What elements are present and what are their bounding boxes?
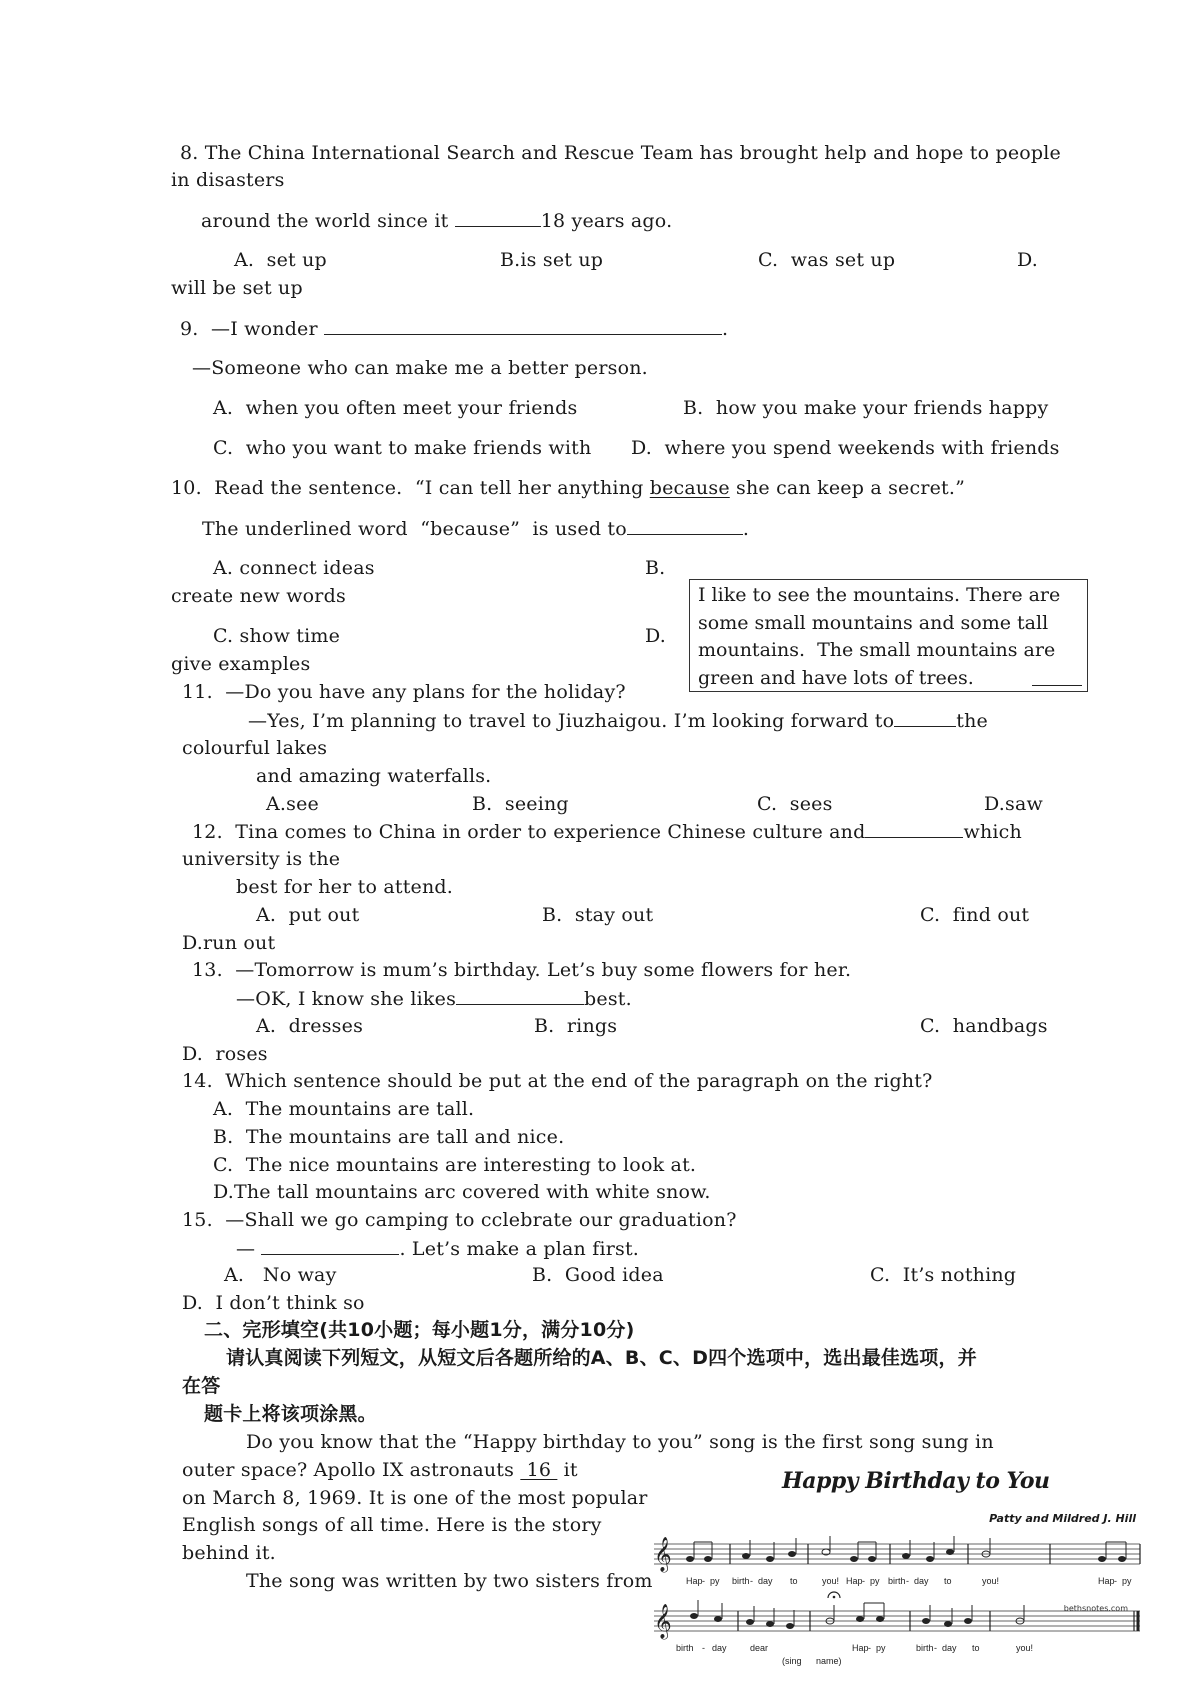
blank[interactable] — [455, 208, 541, 227]
lyric-syllable: - — [934, 1643, 937, 1653]
q10-line2: The underlined word “because” is used to . — [202, 518, 750, 540]
section-instructions: 请认真阅读下列短文，从短文后各题所给的A、B、C、D四个选项中，选出最佳选项，并 — [226, 1347, 977, 1369]
box-line: I like to see the mountains. There are — [698, 584, 1061, 606]
box-line: some small mountains and some tall — [698, 612, 1049, 634]
q10-option-b[interactable]: B. — [645, 557, 666, 579]
passage-line: on March 8, 1969. It is one of the most popular — [182, 1487, 648, 1509]
blank[interactable] — [894, 708, 956, 727]
q10-option-d-text: give examples — [171, 653, 311, 675]
q8-option-a[interactable]: A. set up — [234, 249, 327, 271]
lyric-syllable: day — [712, 1643, 727, 1653]
lyric-syllable: (sing — [782, 1656, 802, 1666]
q15-stem: 15. —Shall we go camping to cclebrate our graduation? — [182, 1209, 737, 1231]
lyric-syllable: Hap — [852, 1643, 869, 1653]
blank[interactable] — [627, 516, 743, 535]
q9-option-d[interactable]: D. where you spend weekends with friends — [631, 437, 1060, 459]
lyric-syllable: birth — [916, 1643, 934, 1653]
song-authors: Patty and Mildred J. Hill — [989, 1512, 1136, 1525]
q10-option-c[interactable]: C. show time — [213, 625, 341, 647]
lyric-syllable: dear — [750, 1643, 769, 1653]
q13-option-b[interactable]: B. rings — [534, 1015, 618, 1037]
q8-option-b[interactable]: B.is set up — [500, 249, 604, 271]
q12-line3: best for her to attend. — [236, 876, 454, 898]
q11-stem: 11. —Do you have any plans for the holiday? — [182, 681, 626, 703]
passage-line: outer space? Apollo IX astronauts 16 it — [182, 1459, 578, 1481]
passage-line: behind it. — [182, 1542, 276, 1564]
q14-option-c[interactable]: C. The nice mountains are interesting to look at. — [213, 1154, 697, 1176]
lyric-syllable: birth — [888, 1576, 906, 1586]
blank[interactable] — [324, 316, 722, 335]
q14-stem: 14. Which sentence should be put at the end of the paragraph on the right? — [182, 1070, 933, 1092]
q9-reply: —Someone who can make me a better person. — [192, 357, 648, 379]
blank[interactable] — [865, 819, 963, 838]
q14-option-b[interactable]: B. The mountains are tall and nice. — [213, 1126, 565, 1148]
q11-option-d[interactable]: D.saw — [984, 793, 1043, 815]
lyric-syllable: name) — [816, 1656, 842, 1666]
lyric-syllable: birth — [676, 1643, 694, 1653]
q8-stem-line2: in disasters — [171, 169, 285, 191]
passage-line: English songs of all time. Here is the story — [182, 1514, 602, 1536]
lyric-syllable: - — [868, 1643, 871, 1653]
lyric-syllable: py — [1122, 1576, 1132, 1586]
q12-stem: 12. Tina comes to China in order to experience Chinese culture and which — [192, 821, 1022, 843]
q14-option-a[interactable]: A. The mountains are tall. — [213, 1098, 475, 1120]
paragraph-box — [689, 579, 1088, 692]
q8-option-c[interactable]: C. was set up — [758, 249, 896, 271]
blank[interactable] — [456, 986, 584, 1005]
lyric-syllable: py — [870, 1576, 880, 1586]
q15-option-c[interactable]: C. It’s nothing — [870, 1264, 1017, 1286]
music-staff-icon — [650, 1466, 1144, 1670]
q12-option-d[interactable]: D.run out — [182, 932, 276, 954]
lyric-syllable: - — [702, 1643, 705, 1653]
lyric-syllable: py — [710, 1576, 720, 1586]
q8-stem-line1: 8. The China International Search and Rescue Team has brought help and hope to people — [180, 142, 1061, 164]
underlined-word: because — [649, 477, 730, 499]
q13-option-a[interactable]: A. dresses — [256, 1015, 364, 1037]
lyric-syllable: - — [862, 1576, 865, 1586]
q13-stem: 13. —Tomorrow is mum’s birthday. Let’s buy some flowers for her. — [192, 959, 852, 981]
lyric-syllable: - — [750, 1576, 753, 1586]
lyric-syllable: you! — [822, 1576, 840, 1586]
q15-option-b[interactable]: B. Good idea — [532, 1264, 664, 1286]
q13-option-d[interactable]: D. roses — [182, 1043, 268, 1065]
box-line: mountains. The small mountains are — [698, 639, 1056, 661]
blank[interactable] — [261, 1236, 399, 1255]
lyric-syllable: - — [1114, 1576, 1117, 1586]
q9-option-a[interactable]: A. when you often meet your friends — [213, 397, 578, 419]
lyric-syllable: Hap — [846, 1576, 863, 1586]
q13-reply: —OK, I know she likes best. — [236, 988, 632, 1010]
q9-option-c[interactable]: C. who you want to make friends with — [213, 437, 592, 459]
section-instructions-line2: 在答 — [182, 1375, 221, 1397]
q12-option-c[interactable]: C. find out — [920, 904, 1030, 926]
lyric-syllable: birth — [732, 1576, 750, 1586]
passage-line: The song was written by two sisters from — [246, 1570, 653, 1592]
q12-option-a[interactable]: A. put out — [256, 904, 360, 926]
q14-option-d[interactable]: D.The tall mountains arc covered with white snow. — [213, 1181, 711, 1203]
section-instructions-line3: 题卡上将该项涂黑。 — [204, 1403, 377, 1425]
lyric-syllable: day — [758, 1576, 773, 1586]
q9-stem: 9. —I wonder . — [180, 318, 729, 340]
q11-option-b[interactable]: B. seeing — [472, 793, 569, 815]
passage-line: Do you know that the “Happy birthday to you” song is the first song sung in — [246, 1431, 994, 1453]
q11-option-c[interactable]: C. sees — [757, 793, 833, 815]
q10-option-a[interactable]: A. connect ideas — [213, 557, 375, 579]
lyric-syllable: to — [790, 1576, 798, 1586]
svg-text:𝄞: 𝄞 — [654, 1537, 672, 1572]
lyric-syllable: day — [942, 1643, 957, 1653]
q11-reply-line3: and amazing waterfalls. — [256, 765, 492, 787]
lyric-syllable: py — [876, 1643, 886, 1653]
lyric-syllable: Hap — [686, 1576, 703, 1586]
lyric-syllable: day — [914, 1576, 929, 1586]
lyric-syllable: to — [972, 1643, 980, 1653]
section-heading: 二、完形填空(共10小题；每小题1分，满分10分) — [204, 1319, 635, 1341]
blank[interactable] — [1032, 667, 1082, 686]
q10-option-d[interactable]: D. — [645, 625, 666, 647]
lyric-syllable: you! — [1016, 1643, 1034, 1653]
box-line: green and have lots of trees. — [698, 667, 974, 689]
q8-option-d-text: will be set up — [171, 277, 303, 299]
song-site: bethsnotes.com — [1063, 1604, 1128, 1613]
q15-option-d[interactable]: D. I don’t think so — [182, 1292, 365, 1314]
lyric-syllable: you! — [982, 1576, 1000, 1586]
q11-reply-line2: colourful lakes — [182, 737, 328, 759]
q11-option-a[interactable]: A.see — [266, 793, 319, 815]
song-sheet-image — [650, 1466, 1144, 1670]
lyric-syllable: to — [944, 1576, 952, 1586]
q12-line2: university is the — [182, 848, 341, 870]
q10-stem: 10. Read the sentence. “I can tell her anything because she can keep a secret.” — [171, 477, 966, 499]
q11-reply: —Yes, I’m planning to travel to Jiuzhaigou. I’m looking forward to the — [248, 710, 988, 732]
lyric-syllable: - — [702, 1576, 705, 1586]
q10-option-b-text: create new words — [171, 585, 346, 607]
q13-option-c[interactable]: C. handbags — [920, 1015, 1048, 1037]
svg-text:𝄞: 𝄞 — [654, 1604, 672, 1639]
blank-16[interactable]: 16 — [520, 1459, 558, 1481]
q15-reply: — . Let’s make a plan first. — [236, 1238, 640, 1260]
song-title: Happy Birthday to You — [782, 1468, 1050, 1494]
q9-option-b[interactable]: B. how you make your friends happy — [683, 397, 1049, 419]
lyric-syllable: - — [906, 1576, 909, 1586]
lyric-syllable: Hap — [1098, 1576, 1115, 1586]
q8-stem-line3: around the world since it 18 years ago. — [201, 210, 673, 232]
q8-option-d[interactable]: D. — [1017, 249, 1038, 271]
q15-option-a[interactable]: A. No way — [224, 1264, 337, 1286]
q12-option-b[interactable]: B. stay out — [542, 904, 654, 926]
